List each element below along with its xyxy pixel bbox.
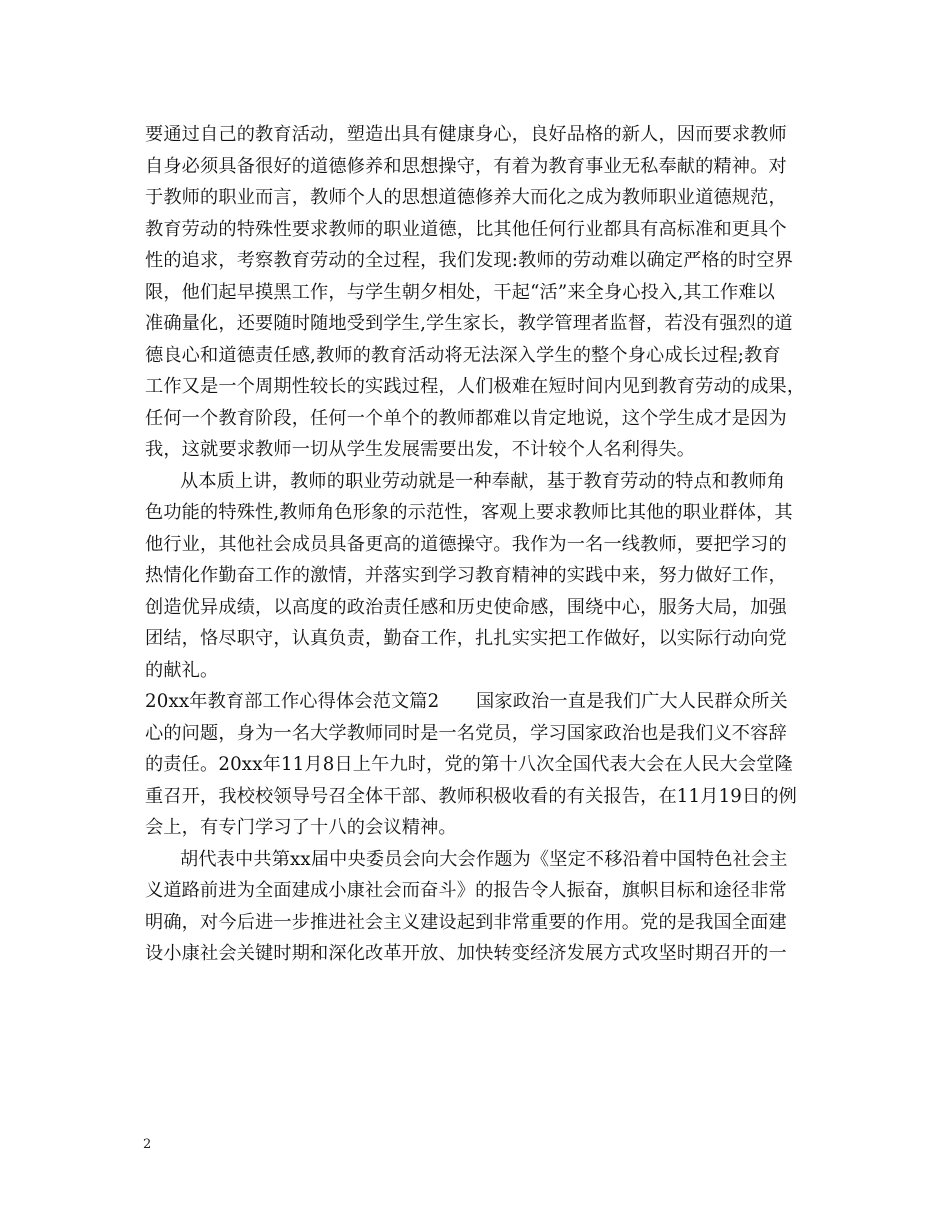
text-line: 自身必须具备很好的道德修养和思想操守，有着为教育事业无私奉献的精神。对 <box>145 155 787 177</box>
body-text <box>145 119 825 970</box>
text-line: 他行业，其他社会成员具备更高的道德操守。我作为一名一线教师，要把学习的 <box>145 533 787 555</box>
text-line: 明确，对今后进一步推进社会主义建设起到非常重要的作用。党的是我国全面建 <box>145 911 787 933</box>
text-line: 会上，有专门学习了十八的会议精神。 <box>145 817 457 838</box>
text-line: 的责任。20xx年11月8日上午九时，党的第十八次全国代表大会在人民大会堂隆 <box>145 754 793 775</box>
section-heading-line: 20xx年教育部工作心得体会范文篇2 国家政治一直是我们广大人民群众所关 <box>145 691 788 712</box>
text-line: 德良心和道德责任感,教师的教育活动将无法深入学生的整个身心成长过程;教育 <box>145 344 781 366</box>
text-line: 义道路前进为全面建成小康社会而奋斗》的报告令人振奋，旗帜目标和途径非常 <box>145 880 787 901</box>
text-line: 于教师的职业而言，教师个人的思想道德修养大而化之成为教师职业道德规范， <box>145 187 787 208</box>
paragraph-start-line: 胡代表中共第xx届中央委员会向大会作题为《坚定不移沿着中国特色社会主 <box>180 848 788 870</box>
text-line: 任何一个教育阶段，任何一个单个的教师都难以肯定地说，这个学生成才是因为 <box>145 407 787 429</box>
text-line: 我，这就要求教师一切从学生发展需要出发，不计较个人名利得失。 <box>145 439 696 460</box>
text-line: 要通过自己的教育活动，塑造出具有健康身心，良好品格的新人，因而要求教师 <box>145 124 787 145</box>
text-line: 的献礼。 <box>145 659 219 681</box>
page-number: 2 <box>143 1137 152 1152</box>
text-line: 教育劳动的特殊性要求教师的职业道德，比其他任何行业都具有高标准和更具个 <box>145 218 787 240</box>
text-line: 色功能的特殊性,教师角色形象的示范性，客观上要求教师比其他的职业群体，其 <box>145 502 793 523</box>
text-line: 工作又是一个周期性较长的实践过程，人们极难在短时间内见到教育劳动的成果， <box>145 376 806 397</box>
text-line: 准确量化，还要随时随地受到学生,学生家长，教学管理者监督，若没有强烈的道 <box>145 313 793 334</box>
text-line: 心的问题，身为一名大学教师同时是一名党员，学习国家政治也是我们义不容辞 <box>145 722 787 744</box>
paragraph-start-line: 从本质上讲，教师的职业劳动就是一种奉献，基于教育劳动的特点和教师角 <box>180 470 786 492</box>
text-line: 设小康社会关键时期和深化改革开放、加快转变经济发展方式攻坚时期召开的一 <box>145 943 787 964</box>
text-line: 创造优异成绩，以高度的政治责任感和历史使命感，围绕中心，服务大局，加强 <box>145 596 787 618</box>
text-line: 团结，恪尽职守，认真负责，勤奋工作，扎扎实实把工作做好，以实际行动向党 <box>145 628 787 649</box>
text-line: 性的追求，考察教育劳动的全过程，我们发现:教师的劳动难以确定严格的时空界 <box>145 250 794 271</box>
text-line: 重召开，我校校领导号召全体干部、教师积极收看的有关报告，在11月19日的例 <box>145 785 798 807</box>
text-line: 热情化作勤奋工作的激情，并落实到学习教育精神的实践中来，努力做好工作， <box>145 565 787 586</box>
text-line: 限，他们起早摸黑工作，与学生朝夕相处，干起“活”来全身心投入,其工作难以 <box>145 281 775 303</box>
